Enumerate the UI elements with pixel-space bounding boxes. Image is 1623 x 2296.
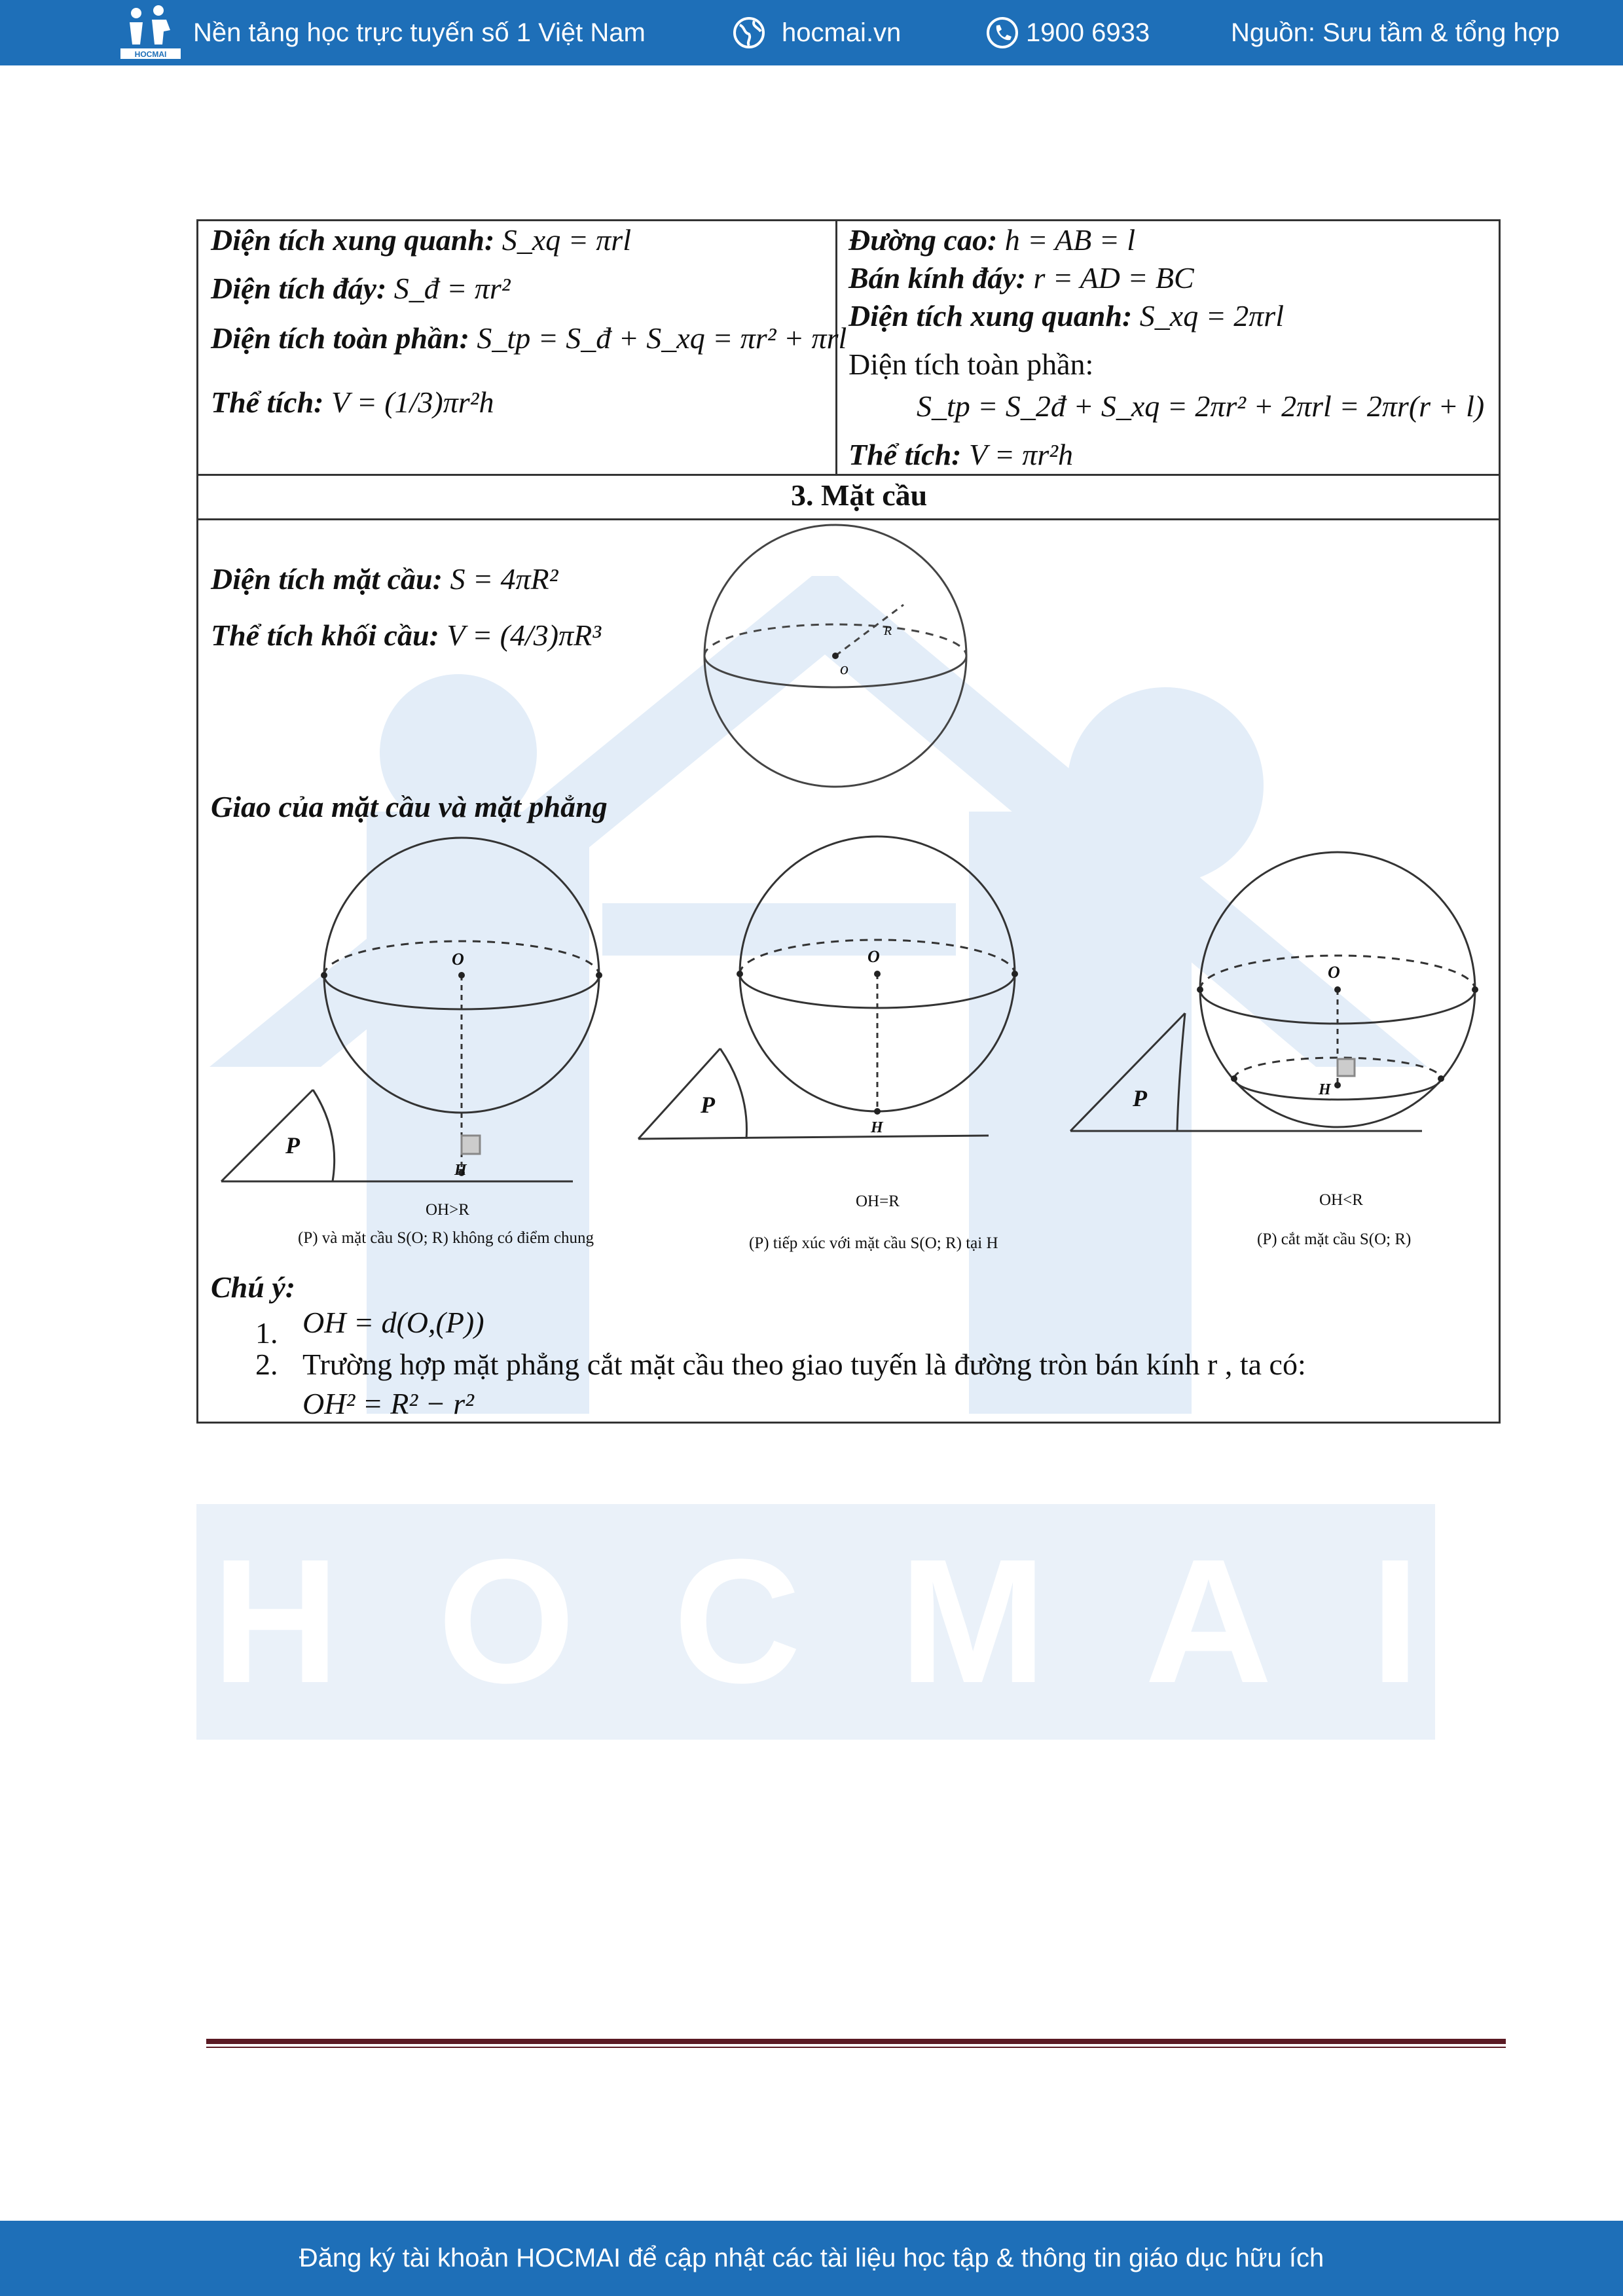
phone-text: 1900 6933 (1026, 18, 1150, 47)
sphere-area: Diện tích mặt cầu: S = 4πR² (211, 562, 558, 596)
sphere-radius-label: R (884, 624, 892, 638)
case-no-common-point (221, 838, 599, 1181)
svg-text:H: H (1319, 1081, 1331, 1098)
cone-base-area: Diện tích đáy: S_đ = πr² (211, 272, 511, 305)
footer-rule-thin (206, 2047, 1506, 2048)
cone-total-area: Diện tích toàn phần: S_tp = S_đ + S_xq = πr² + πrl (211, 321, 847, 355)
case3-relation: OH<R (1319, 1191, 1363, 1209)
cylinder-radius: Bán kính đáy: r = AD = BC (848, 261, 1194, 295)
source-note: Nguồn: Sưu tầm & tổng hợp (1231, 18, 1560, 47)
case-intersect (1070, 852, 1475, 1131)
case1-caption: (P) và mặt cầu S(O; R) không có điểm chung (298, 1229, 594, 1247)
svg-text:O: O (1328, 963, 1340, 982)
svg-text:P: P (285, 1132, 300, 1158)
cylinder-total-area-formula: S_tp = S_2đ + S_xq = 2πr² + 2πrl = 2πr(r + l) (917, 389, 1485, 423)
note-item2: Trường hợp mặt phẳng cắt mặt cầu theo giao tuyến là đường tròn bán kính r , ta có: (302, 1348, 1306, 1381)
watermark-band: HOCMAI (196, 1504, 1435, 1740)
sphere-volume: Thể tích khối cầu: V = (4/3)πR³ (211, 619, 602, 652)
case1-relation: OH>R (426, 1201, 469, 1219)
section-title: 3. Mặt cầu (791, 478, 928, 512)
svg-text:P: P (1133, 1085, 1147, 1111)
case2-caption: (P) tiếp xúc với mặt cầu S(O; R) tại H (749, 1234, 998, 1252)
header-tagline: Nền tảng học trực tuyến số 1 Việt Nam (193, 18, 646, 47)
svg-text:P: P (701, 1092, 715, 1118)
note-item1: OH = d(O,(P)) (302, 1306, 484, 1339)
footer-bar[interactable] (0, 2221, 1623, 2296)
note-item2-number: 2. (255, 1348, 278, 1381)
cylinder-volume: Thể tích: V = πr²h (848, 438, 1074, 471)
note-item2-formula: OH² = R² − r² (302, 1387, 474, 1420)
svg-text:HOCMAI: HOCMAI (134, 50, 167, 59)
svg-text:O: O (452, 950, 464, 969)
cone-volume: Thể tích: V = (1/3)πr²h (211, 386, 494, 419)
cylinder-total-area-label: Diện tích toàn phần: (848, 348, 1094, 381)
footer-text: Đăng ký tài khoản HOCMAI để cập nhật các tài liệu học tập & thông tin giáo dục hữu ích (299, 2244, 1324, 2272)
sphere-center-label: o (840, 659, 848, 678)
case3-caption: (P) cắt mặt cầu S(O; R) (1257, 1230, 1412, 1248)
cylinder-height: Đường cao: h = AB = l (848, 223, 1136, 257)
note-item1-number: 1. (255, 1316, 278, 1350)
svg-text:O: O (867, 947, 880, 966)
case-tangent (638, 836, 1015, 1139)
cylinder-lateral-area: Diện tích xung quanh: S_xq = 2πrl (848, 299, 1284, 332)
website-text: hocmai.vn (782, 18, 902, 47)
svg-text:H: H (871, 1119, 883, 1136)
note-title: Chú ý: (211, 1270, 296, 1304)
svg-text:H: H (454, 1162, 467, 1179)
cone-lateral-area: Diện tích xung quanh: S_xq = πrl (211, 223, 631, 257)
footer-rule (206, 2039, 1506, 2044)
intersection-title: Giao của mặt cầu và mặt phẳng (211, 790, 608, 823)
case2-relation: OH=R (856, 1193, 900, 1210)
